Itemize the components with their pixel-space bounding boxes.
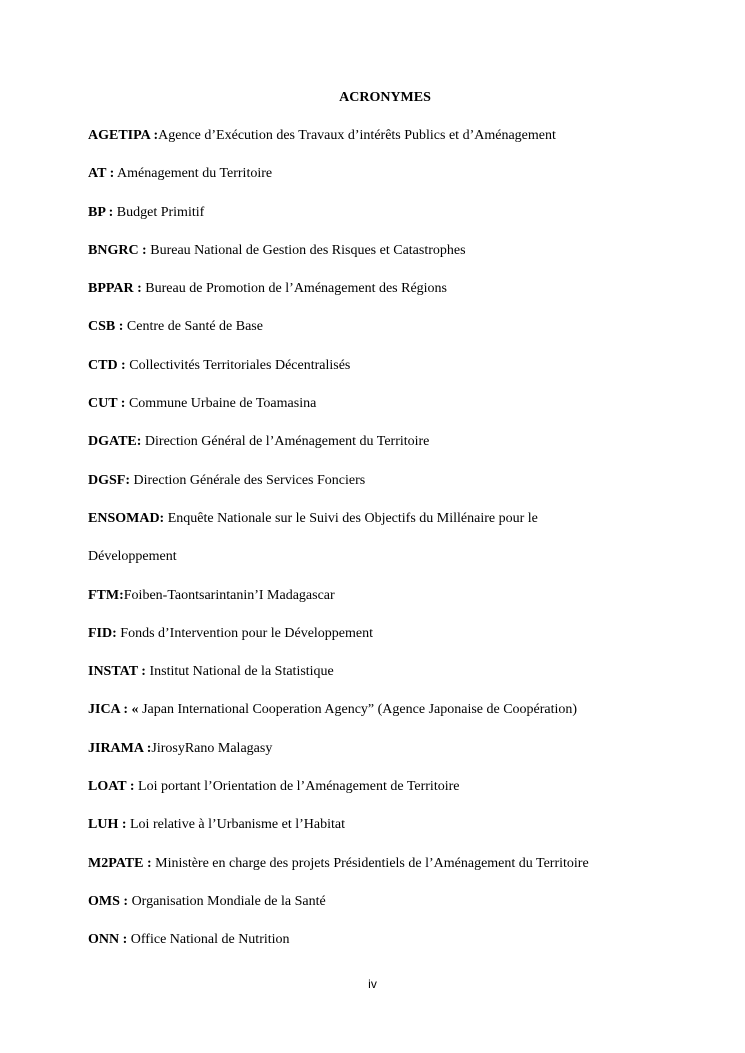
acronym-entry bbox=[88, 816, 718, 834]
acronym-entry bbox=[88, 395, 718, 413]
acronym-entry bbox=[88, 625, 718, 643]
acronym-term: BNGRC : bbox=[88, 242, 147, 258]
acronym-definition: Direction Général de l’Aménagement du Territoire bbox=[141, 434, 430, 450]
acronym-entry bbox=[88, 510, 718, 528]
acronym-definition: Fonds d’Intervention pour le Développement bbox=[116, 625, 373, 641]
acronym-entry bbox=[88, 931, 718, 949]
acronym-term: ONN : bbox=[88, 932, 128, 948]
acronym-entry bbox=[88, 318, 718, 336]
acronym-definition: Foiben-Taontsarintanin’I Madagascar bbox=[123, 587, 335, 603]
acronym-term: ENSOMAD: bbox=[88, 510, 165, 526]
acronym-term: FID: bbox=[88, 625, 117, 641]
acronym-definition-continuation: Développement bbox=[88, 549, 177, 565]
acronym-list bbox=[88, 127, 718, 970]
acronym-definition: Organisation Mondiale de la Santé bbox=[128, 893, 326, 909]
acronym-entry bbox=[88, 701, 718, 719]
acronym-definition: Institut National de la Statistique bbox=[145, 664, 334, 680]
acronym-term: JIRAMA : bbox=[88, 740, 152, 756]
acronym-term: AGETIPA : bbox=[88, 128, 159, 143]
acronym-term: BP : bbox=[88, 204, 114, 220]
acronym-definition: Office National de Nutrition bbox=[127, 932, 290, 948]
acronym-entry bbox=[88, 778, 718, 796]
acronym-term: LOAT : bbox=[88, 779, 135, 795]
acronym-term: LUH : bbox=[88, 817, 127, 833]
acronym-definition: JirosyRano Malagasy bbox=[151, 740, 273, 756]
acronym-term: JICA : « bbox=[88, 702, 139, 718]
acronym-definition: Centre de Santé de Base bbox=[123, 319, 263, 335]
acronym-term: CTD : bbox=[88, 357, 126, 373]
page-number: iv bbox=[368, 977, 377, 991]
acronym-definition: Commune Urbaine de Toamasina bbox=[125, 396, 317, 412]
acronym-term: DGATE: bbox=[88, 434, 142, 450]
acronym-entry bbox=[88, 740, 718, 758]
acronym-definition: Bureau de Promotion de l’Aménagement des Régions bbox=[141, 281, 448, 297]
acronym-definition: Japan International Cooperation Agency” (Agence Japonaise de Coopération) bbox=[138, 702, 578, 718]
acronym-entry bbox=[88, 204, 718, 222]
acronym-term: DGSF: bbox=[88, 472, 130, 488]
acronym-entry bbox=[88, 855, 718, 873]
acronym-entry bbox=[88, 165, 718, 183]
acronym-definition: Aménagement du Territoire bbox=[114, 166, 273, 182]
acronym-term: AT : bbox=[88, 166, 115, 182]
acronym-entry bbox=[88, 357, 718, 375]
acronym-definition: Ministère en charge des projets Présidentiels de l’Aménagement du Territoire bbox=[151, 855, 589, 871]
acronym-term: BPPAR : bbox=[88, 281, 142, 297]
acronym-entry bbox=[88, 242, 718, 260]
acronym-term: CSB : bbox=[88, 319, 124, 335]
acronym-definition: Bureau National de Gestion des Risques et Catastrophes bbox=[146, 242, 466, 258]
acronym-entry bbox=[88, 280, 718, 298]
acronym-term: OMS : bbox=[88, 893, 129, 909]
acronym-definition: Loi portant l’Orientation de l’Aménagement de Territoire bbox=[134, 779, 460, 795]
acronym-entry bbox=[88, 127, 718, 145]
acronym-term: CUT : bbox=[88, 396, 126, 412]
acronym-definition: Direction Générale des Services Fonciers bbox=[130, 472, 366, 488]
acronym-definition: Loi relative à l’Urbanisme et l’Habitat bbox=[126, 817, 345, 833]
acronym-definition: Collectivités Territoriales Décentralisés bbox=[125, 357, 351, 373]
acronym-term: M2PATE : bbox=[88, 855, 152, 871]
acronym-definition: Enquête Nationale sur le Suivi des Objectifs du Millénaire pour le bbox=[164, 510, 538, 526]
acronym-term: INSTAT : bbox=[88, 664, 146, 680]
acronym-entry bbox=[88, 663, 718, 681]
acronym-definition: Budget Primitif bbox=[113, 204, 205, 220]
acronym-entry bbox=[88, 587, 718, 605]
acronym-entry bbox=[88, 893, 718, 911]
acronym-term: FTM: bbox=[88, 587, 124, 603]
page-title: ACRONYMES bbox=[339, 90, 431, 105]
acronym-entry bbox=[88, 433, 718, 451]
acronym-entry bbox=[88, 472, 718, 490]
acronym-definition: Agence d’Exécution des Travaux d’intérêts Publics et d’Aménagement bbox=[158, 128, 556, 143]
